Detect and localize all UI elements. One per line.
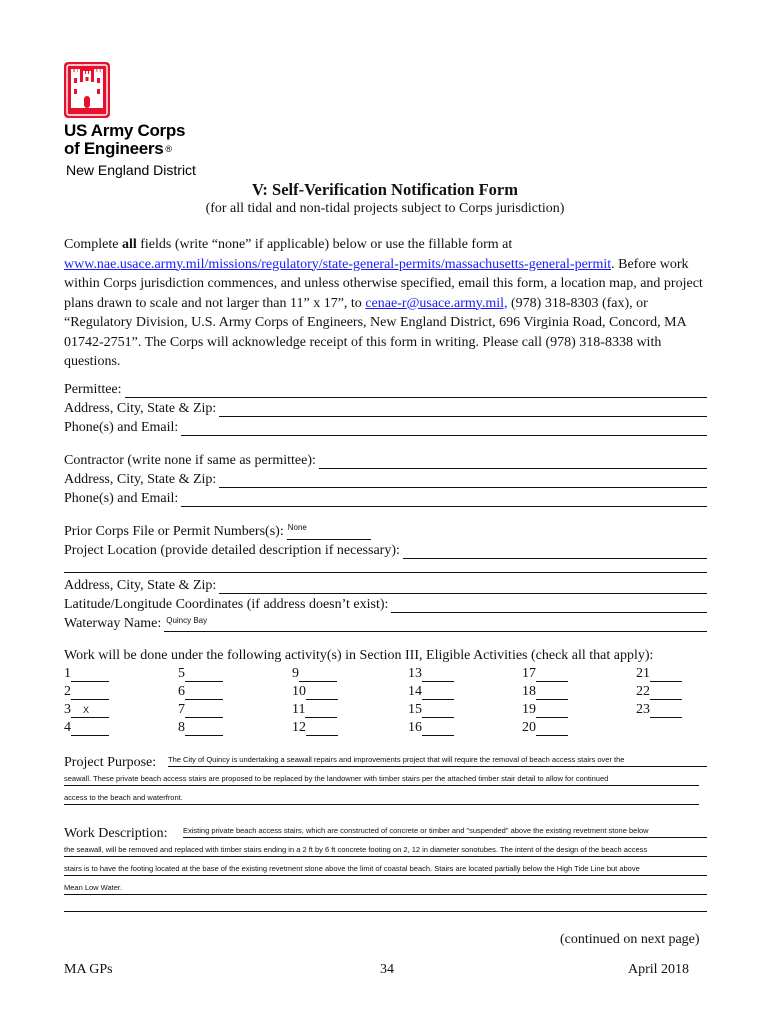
org-line1: US Army Corps <box>64 121 186 140</box>
activity-number: 15 <box>408 702 422 717</box>
prior-file-row <box>64 520 707 540</box>
activity-number: 4 <box>64 720 71 735</box>
work-line-4[interactable] <box>64 881 707 895</box>
contractor-field[interactable] <box>319 455 707 469</box>
registered-mark: ® <box>165 144 172 154</box>
activity-4 <box>64 718 124 736</box>
prior-file-label: Prior Corps File or Permit Numbers(s): <box>64 524 284 539</box>
work-line-2-text: the seawall, will be removed and replaced with timber stairs ending in a 2 ft by 6 ft concrete footing on 2, 12 in diameter sonotubes. The intent of the design of the beach access <box>64 845 648 854</box>
activity-15 <box>408 700 468 718</box>
activity-checkbox-blank[interactable] <box>650 687 682 700</box>
work-line-2[interactable] <box>64 843 707 857</box>
activity-checkbox-blank[interactable] <box>650 669 682 682</box>
activity-17 <box>522 664 582 682</box>
activity-number: 18 <box>522 684 536 699</box>
activity-checkbox-blank[interactable] <box>71 705 109 718</box>
contractor-phone-label: Phone(s) and Email: <box>64 491 179 506</box>
activity-checkbox-blank[interactable] <box>305 705 337 718</box>
activity-number: 12 <box>292 720 306 735</box>
purpose-line-1-text: The City of Quincy is undertaking a seawall repairs and improvements project that will require the removal of beach access stairs over the <box>168 755 625 764</box>
permittee-phone-row <box>64 416 707 436</box>
contractor-address-field[interactable] <box>219 474 707 488</box>
activity-10 <box>292 682 352 700</box>
footer-date: April 2018 <box>628 962 690 977</box>
waterway-field[interactable] <box>164 618 707 632</box>
activity-19 <box>522 700 582 718</box>
activity-number: 11 <box>292 702 306 717</box>
activity-5 <box>178 664 238 682</box>
activity-6 <box>178 682 238 700</box>
permittee-row <box>64 378 707 398</box>
activity-number: 5 <box>178 666 185 681</box>
activity-number: 13 <box>408 666 422 681</box>
intro-text-1: Complete <box>64 237 122 252</box>
work-line-3[interactable] <box>64 862 707 876</box>
activity-checkbox-blank[interactable] <box>536 669 568 682</box>
intro-text-2: fields (write “none” if applicable) below or use the fillable form at <box>136 237 513 252</box>
activity-13 <box>408 664 468 682</box>
latlong-row <box>64 593 707 613</box>
activity-number: 3 <box>64 702 71 717</box>
activity-number: 17 <box>522 666 536 681</box>
page-number: 34 <box>380 962 394 977</box>
project-location-label: Project Location (provide detailed description if necessary): <box>64 543 400 558</box>
permittee-label: Permittee: <box>64 382 122 397</box>
activity-checkbox-blank[interactable] <box>422 705 454 718</box>
activity-mark: X <box>83 705 90 715</box>
waterway-value: Quincy Bay <box>166 616 208 625</box>
permittee-address-row <box>64 397 707 417</box>
activity-number: 10 <box>292 684 306 699</box>
activity-checkbox-blank[interactable] <box>422 687 454 700</box>
prior-file-field[interactable] <box>287 523 371 540</box>
activity-number: 2 <box>64 684 71 699</box>
permittee-field[interactable] <box>125 384 707 398</box>
project-location-extra-line[interactable] <box>64 572 707 573</box>
permittee-address-label: Address, City, State & Zip: <box>64 401 217 416</box>
activity-16 <box>408 718 468 736</box>
work-line-4-text: Mean Low Water. <box>64 883 123 892</box>
activity-checkbox-blank[interactable] <box>422 723 454 736</box>
intro-text-3: . Before work within Corps jurisdiction commences, and unless otherwise specified, email this form, a location map, and project plans drawn to scale and not larger than 11” x 17”, to <box>64 256 703 311</box>
intro-bold-all: all <box>121 237 137 252</box>
purpose-line-2-text: seawall. These private beach access stairs are proposed to be replaced by the landowner with timber stairs per the attached timber stair detail to allow for continued <box>64 774 609 783</box>
activity-checkbox-blank[interactable] <box>185 669 223 682</box>
activity-checkbox-blank[interactable] <box>306 687 338 700</box>
activity-21 <box>636 664 696 682</box>
activity-checkbox-blank[interactable] <box>185 687 223 700</box>
email-link[interactable]: cenae-r@usace.army.mil, <box>365 295 508 311</box>
org-line2: of Engineers <box>64 139 164 158</box>
activity-checkbox-blank[interactable] <box>71 669 109 682</box>
activity-number: 23 <box>636 702 650 717</box>
purpose-line-3[interactable] <box>64 791 699 805</box>
project-purpose-label: Project Purpose: <box>64 755 157 770</box>
form-title: V: Self-Verification Notification Form <box>252 180 518 199</box>
permittee-address-field[interactable] <box>219 403 707 417</box>
activity-number: 22 <box>636 684 650 699</box>
activity-checkbox-blank[interactable] <box>536 687 568 700</box>
activity-18 <box>522 682 582 700</box>
activity-number: 8 <box>178 720 185 735</box>
activity-number: 14 <box>408 684 422 699</box>
purpose-line-1[interactable] <box>168 753 707 767</box>
purpose-line-3-text: access to the beach and waterfront. <box>64 793 183 802</box>
purpose-line-2[interactable] <box>64 772 699 786</box>
continued-note: (continued on next page) <box>560 932 700 947</box>
work-line-3-text: stairs is to have the footing located at the base of the existing revetment stone above the limit of coastal beach. Stairs are located partially below the High Tide Line but above <box>64 864 640 873</box>
activity-12 <box>292 718 352 736</box>
permit-link[interactable]: www.nae.usace.army.mil/missions/regulatory/state-general-permits/massachusetts-general-permit <box>64 256 612 272</box>
activity-checkbox-blank[interactable] <box>650 705 682 718</box>
location-address-row <box>64 574 707 594</box>
activity-number: 6 <box>178 684 185 699</box>
contractor-address-row <box>64 468 707 488</box>
contractor-phone-row <box>64 487 707 507</box>
waterway-label: Waterway Name: <box>64 616 162 631</box>
activity-8 <box>178 718 238 736</box>
activity-number: 21 <box>636 666 650 681</box>
activity-number: 9 <box>292 666 299 681</box>
work-description-label: Work Description: <box>64 826 168 841</box>
district-name: New England District <box>66 162 196 178</box>
activity-checkbox-blank[interactable] <box>299 669 337 682</box>
project-location-field[interactable] <box>403 545 707 559</box>
activity-9 <box>292 664 352 682</box>
activity-number: 1 <box>64 666 71 681</box>
activity-22 <box>636 682 696 700</box>
activity-checkbox-blank[interactable] <box>185 723 223 736</box>
activity-number: 20 <box>522 720 536 735</box>
footer-left: MA GPs <box>64 962 113 977</box>
activity-11 <box>292 700 352 718</box>
activity-number: 16 <box>408 720 422 735</box>
activity-checkbox-blank[interactable] <box>71 687 109 700</box>
contractor-row <box>64 449 707 469</box>
activity-23 <box>636 700 696 718</box>
org-name <box>64 122 185 158</box>
activity-20 <box>522 718 582 736</box>
activity-checkbox-blank[interactable] <box>422 669 454 682</box>
activity-checkbox-blank[interactable] <box>71 723 109 736</box>
work-line-1-text: Existing private beach access stairs, which are constructed of concrete or timber and "suspended" above the existing revetment stone below <box>183 826 649 835</box>
intro-text-4: (978) 318-8303 (fax), or “Regulatory Division, U.S. Army Corps of Engineers, New England District, 696 Virginia Road, Concord, MA 01742-2751”. The Corps will acknowledge receipt of this form in writing. Please call (978) 318-8338 with questions. <box>64 295 686 369</box>
activity-7 <box>178 700 238 718</box>
waterway-row <box>64 612 707 632</box>
activity-checkbox-blank[interactable] <box>185 705 223 718</box>
location-address-field[interactable] <box>219 580 707 594</box>
permittee-phone-label: Phone(s) and Email: <box>64 420 179 435</box>
form-subtitle: (for all tidal and non-tidal projects subject to Corps jurisdiction) <box>205 201 565 216</box>
latlong-field[interactable] <box>391 599 707 613</box>
activities-heading: Work will be done under the following activity(s) in Section III, Eligible Activities (check all that apply): <box>64 648 654 663</box>
activity-3 <box>64 700 124 718</box>
project-location-row <box>64 539 707 559</box>
activity-number: 7 <box>178 702 185 717</box>
activity-number: 19 <box>522 702 536 717</box>
instructions <box>64 235 714 372</box>
prior-file-value: None <box>287 523 307 532</box>
work-line-1[interactable] <box>183 824 707 838</box>
activity-checkbox-blank[interactable] <box>536 723 568 736</box>
activity-1 <box>64 664 124 682</box>
activity-14 <box>408 682 468 700</box>
location-address-label: Address, City, State & Zip: <box>64 578 217 593</box>
contractor-phone-field[interactable] <box>181 493 707 507</box>
castle-logo-icon <box>64 62 110 118</box>
permittee-phone-field[interactable] <box>181 422 707 436</box>
activity-checkbox-blank[interactable] <box>306 723 338 736</box>
contractor-label: Contractor (write none if same as permittee): <box>64 453 316 468</box>
work-line-5[interactable] <box>64 898 707 912</box>
latlong-label: Latitude/Longitude Coordinates (if address doesn’t exist): <box>64 597 389 612</box>
activity-2 <box>64 682 124 700</box>
contractor-address-label: Address, City, State & Zip: <box>64 472 217 487</box>
activity-checkbox-blank[interactable] <box>536 705 568 718</box>
